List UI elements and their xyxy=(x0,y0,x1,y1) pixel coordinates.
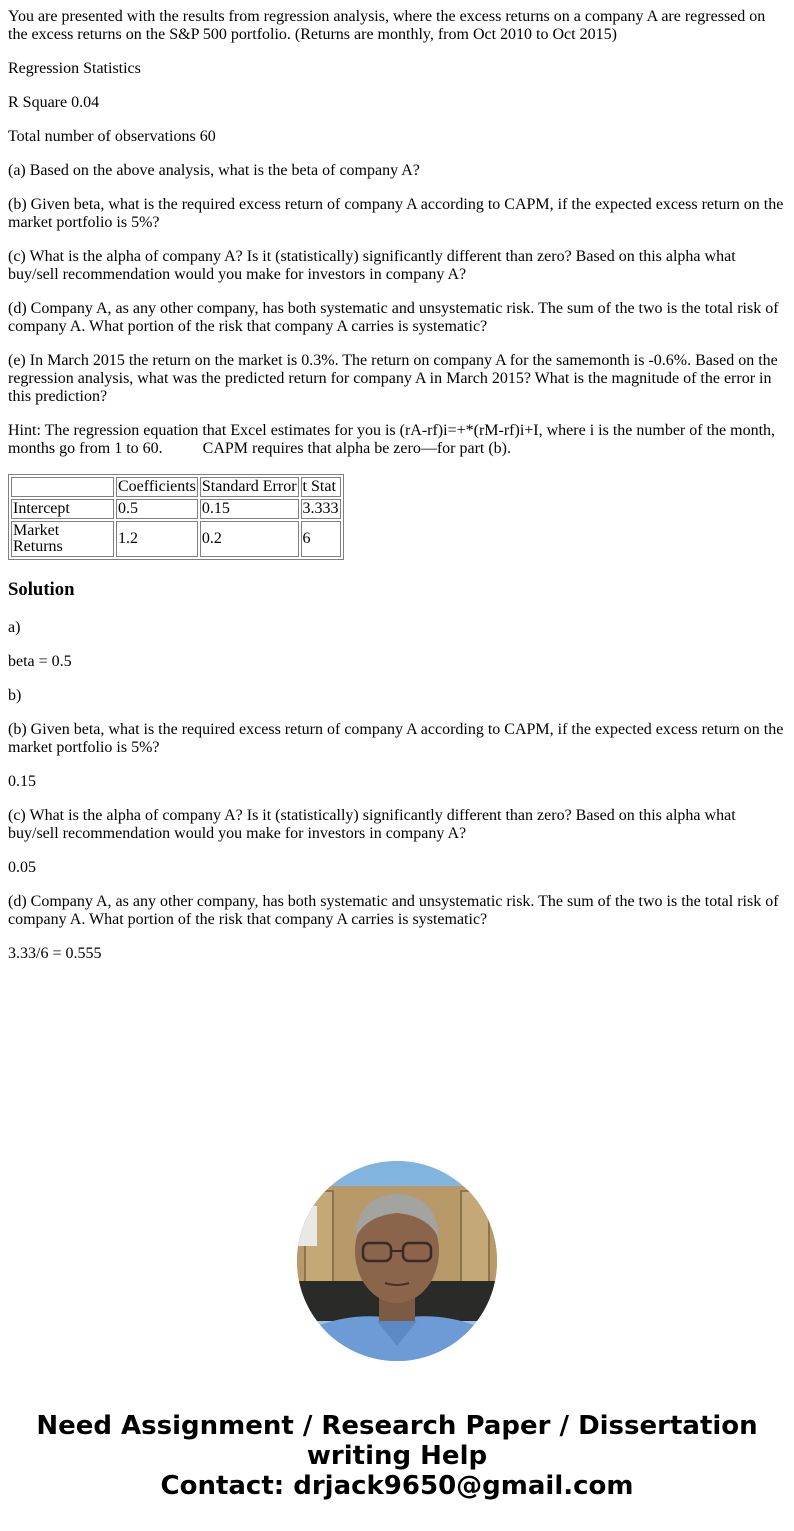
table-header-cell: Coefficients xyxy=(118,478,196,495)
table-cell: 0.2 xyxy=(200,521,299,557)
question-part-b: (b) Given beta, what is the required excess return of company A according to CAPM, if the expected excess return on the market portfolio is 5%? xyxy=(8,196,784,231)
observations-count: Total number of observations 60 xyxy=(8,128,216,145)
r-square: R Square 0.04 xyxy=(8,94,100,111)
author-portrait-photo xyxy=(297,1161,497,1361)
regression-table xyxy=(8,474,344,560)
solution-d-answer: 3.33/6 = 0.555 xyxy=(8,945,102,962)
table-cell: 3.333 xyxy=(302,500,339,517)
table-cell: Intercept xyxy=(11,499,114,519)
promo-banner xyxy=(0,1411,794,1501)
question-part-c: (c) What is the alpha of company A? Is it (statistically) significantly different than zero? Based on this alpha what buy/sell recommendation would you make for investors in company A? xyxy=(8,248,736,283)
solution-b-question: (b) Given beta, what is the required excess return of company A according to CAPM, if the expected excess return on the market portfolio is 5%? xyxy=(8,721,784,756)
solution-b-answer: 0.15 xyxy=(8,773,36,790)
promo-line-2: writing Help xyxy=(306,1441,488,1471)
question-part-a: (a) Based on the above analysis, what is the beta of company A? xyxy=(8,162,420,179)
question-intro: You are presented with the results from regression analysis, where the excess returns on a company A are regressed on the excess returns on the S&P 500 portfolio. (Returns are monthly, from Oct 2010 to Oct 2015) xyxy=(8,8,766,43)
solution-c-question: (c) What is the alpha of company A? Is it (statistically) significantly different than zero? Based on this alpha what buy/sell recommendation would you make for investors in company A? xyxy=(8,807,736,842)
solution-a-label: a) xyxy=(8,619,21,636)
regression-statistics-label: Regression Statistics xyxy=(8,60,141,77)
question-part-e: (e) In March 2015 the return on the market is 0.3%. The return on company A for the samemonth is -0.6%. Based on the regression analysis, what was the predicted return for company A in March 2015? What is the magnitude of the error in this prediction? xyxy=(8,352,778,405)
table-row xyxy=(11,499,341,519)
solution-c-answer: 0.05 xyxy=(8,859,36,876)
document-body xyxy=(0,8,794,963)
solution-heading: Solution xyxy=(8,579,75,600)
person-portrait-icon xyxy=(297,1161,497,1361)
question-part-d: (d) Company A, as any other company, has both systematic and unsystematic risk. The sum of the two is the total risk of company A. What portion of the risk that company A carries is systematic? xyxy=(8,300,779,335)
table-header-cell xyxy=(11,477,114,497)
table-cell: 6 xyxy=(301,521,341,557)
hint-text: Hint: The regression equation that Excel estimates for you is (rA-rf)i=+*(rM-rf)i+I, where i is the number of the month, months go from 1 to 60. CAPM requires that alpha be zero—for part (b). xyxy=(8,422,780,457)
table-row xyxy=(11,521,341,557)
table-cell: 0.5 xyxy=(116,499,198,519)
promo-line-1: Need Assignment / Research Paper / Dissertation xyxy=(36,1411,758,1441)
solution-a-answer: beta = 0.5 xyxy=(8,653,72,670)
table-header-row xyxy=(11,477,341,497)
table-cell: 0.15 xyxy=(200,499,299,519)
promo-contact-email: Contact: drjack9650@gmail.com xyxy=(160,1471,634,1501)
table-cell: 1.2 xyxy=(116,521,198,557)
table-header-cell: Standard Error xyxy=(201,478,297,495)
solution-b-label: b) xyxy=(8,687,22,704)
table-header-cell: t Stat xyxy=(301,477,341,497)
solution-d-question: (d) Company A, as any other company, has both systematic and unsystematic risk. The sum of the two is the total risk of company A. What portion of the risk that company A carries is systematic? xyxy=(8,893,779,928)
table-cell: Market Returns xyxy=(11,521,114,557)
